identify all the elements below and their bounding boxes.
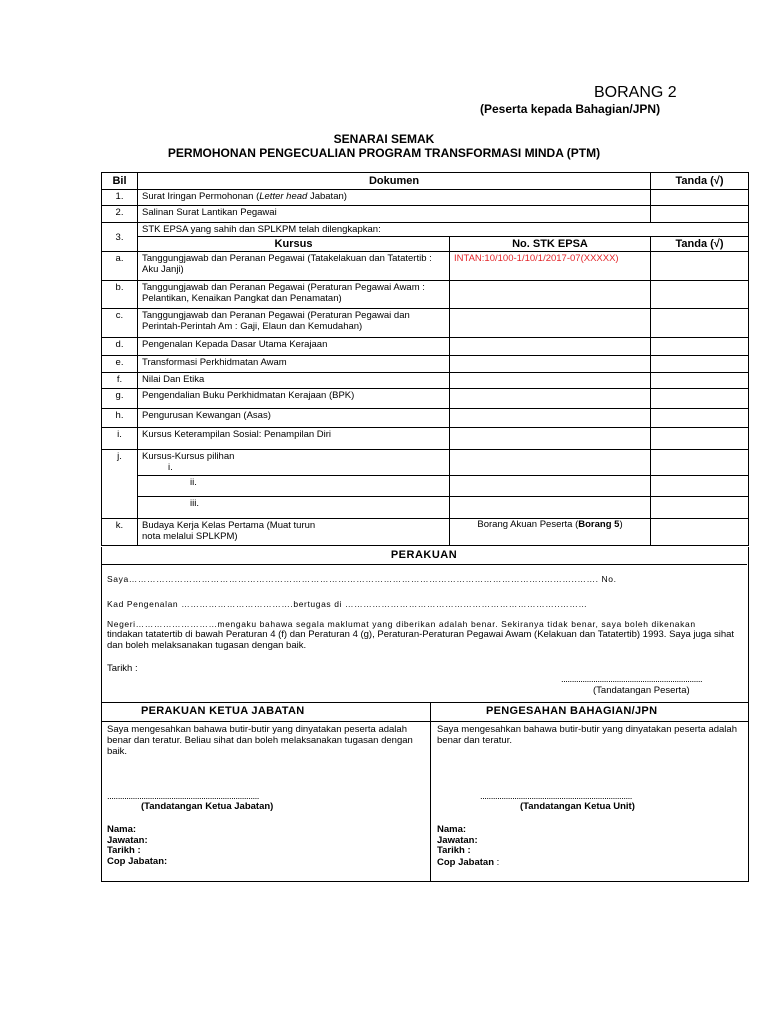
row-number [102,476,138,497]
row-text-italic: Letter head [259,191,308,202]
unit-jawatan-label[interactable]: Jawatan: [437,835,478,846]
table-row [102,409,749,428]
course-name [138,450,450,476]
stk-number[interactable] [450,309,651,338]
stk-text: ) [619,519,623,530]
signature-line[interactable]: .................................................................. [561,674,703,685]
tick-cell[interactable] [651,389,749,409]
col-tanda-header: Tanda (√) [651,173,749,190]
pengesahan-statement: Saya mengesahkan bahawa butir-butir yang dinyatakan peserta adalah benar dan teratur. [437,724,737,746]
tick-cell[interactable] [651,519,749,546]
tick-cell[interactable] [651,190,749,206]
course-name: Budaya Kerja Kelas Pertama (Muat turun nota melalui SPLKPM) [138,519,450,546]
tick-cell[interactable] [651,356,749,373]
table-row [102,338,749,356]
ketua-statement: Saya mengesahkan bahawa butir-butir yang dinyatakan peserta adalah benar dan teratur. Beliau sihat dan boleh melaksanakan tugasan dengan baik. [107,724,413,757]
stk-number[interactable] [450,476,651,497]
negeri-line[interactable]: Negeri………………………mengaku bahawa segala maklumat yang diberikan adalah benar. Sekiranya tidak benar, saya boleh dikenakan [107,619,696,629]
pilihan-item: iii. [138,497,450,519]
sub-header-kursus: Kursus [138,237,450,252]
course-name: Kursus Keterampilan Sosial: Penampilan Diri [138,428,450,450]
unit-signature-line[interactable]: ....................................................................... [480,791,632,802]
table-row [102,356,749,373]
table-row [102,497,749,519]
ketua-cop-label[interactable]: Cop Jabatan: [107,856,168,867]
row-number: 1. [102,190,138,206]
course-name: Tanggungjawab dan Peranan Pegawai (Peraturan Pegawai dan Perintah-Perintah Am : Gaji, Elaun dan Kemudahan) [138,309,450,338]
unit-signature-label: (Tandatangan Ketua Unit) [520,801,635,812]
row-number: j. [102,450,138,476]
stk-number[interactable] [450,389,651,409]
tick-cell[interactable] [651,476,749,497]
stk-number[interactable] [450,373,651,389]
page-subtitle: PERMOHONAN PENGECUALIAN PROGRAM TRANSFORMASI MINDA (PTM) [167,146,601,160]
row-number: f. [102,373,138,389]
row-number: d. [102,338,138,356]
stk-number[interactable] [450,409,651,428]
form-subtitle: (Peserta kepada Bahagian/JPN) [480,102,661,116]
signature-label: (Tandatangan Peserta) [593,685,690,696]
row-document: Salinan Surat Lantikan Pegawai [138,206,651,223]
header-divider [101,721,748,722]
stk-number[interactable] [450,356,651,373]
ketua-nama-label[interactable]: Nama: [107,824,137,835]
sub-header-tanda: Tanda (√) [651,237,749,252]
ketua-tarikh-label[interactable]: Tarikh : [107,845,141,856]
tick-cell[interactable] [651,497,749,519]
stk-number[interactable] [450,497,651,519]
ketua-signature-line[interactable]: ....................................................................... [107,791,259,802]
table-row [102,190,749,206]
row-number: e. [102,356,138,373]
row-number: b. [102,281,138,309]
table-row [102,223,749,237]
row-number: 3. [102,223,138,252]
tick-cell[interactable] [651,338,749,356]
perakuan-title: PERAKUAN [101,547,747,565]
row-document: STK EPSA yang sahih dan SPLKPM telah dilengkapkan: [138,223,749,237]
row-number: i. [102,428,138,450]
table-header-row [102,173,749,190]
form-number: BORANG 2 [594,84,677,101]
tick-cell[interactable] [651,373,749,389]
tick-cell[interactable] [651,252,749,281]
unit-tarikh-label[interactable]: Tarikh : [437,845,471,856]
course-name: Nilai Dan Etika [138,373,450,389]
pilihan-item: i. [168,462,173,473]
ketua-signature-label: (Tandatangan Ketua Jabatan) [141,801,274,812]
row-text: Jabatan) [307,191,347,202]
row-document [138,190,651,206]
cop-label-colon: : [494,857,500,868]
stk-number [450,519,651,546]
declaration-text: tindakan tatatertib di bawah Peraturan 4 (f) dan Peraturan 4 (g), Peraturan-Peraturan Pegawai Awam (Kelakuan dan Tatatertib) 1993. Saya juga sihat dan boleh melaksanakan tugasan dengan baik. [107,629,735,651]
table-row [102,309,749,338]
sub-header-stk: No. STK EPSA [450,237,651,252]
ketua-jabatan-title: PERAKUAN KETUA JABATAN [141,705,305,717]
row-number: g. [102,389,138,409]
page-title: SENARAI SEMAK [333,132,435,146]
stk-number[interactable] [450,338,651,356]
tick-cell[interactable] [651,309,749,338]
stk-number[interactable] [450,428,651,450]
table-row [102,450,749,476]
course-name: Pengendalian Buku Perkhidmatan Kerajaan (BPK) [138,389,450,409]
row-number: h. [102,409,138,428]
row-number [102,497,138,519]
pilihan-item: ii. [138,476,450,497]
pilihan-label: Kursus-Kursus pilihan [142,451,235,462]
course-name: Transformasi Perkhidmatan Awam [138,356,450,373]
kad-pengenalan-line[interactable]: Kad Pengenalan ……………………………….bertugas di ……………………………………………………………..……… [107,599,588,609]
saya-line[interactable]: Saya………………………………………………………………………………………………………………………..………..……. No. [107,574,617,584]
table-row [102,476,749,497]
cop-label-text: Cop Jabatan [437,857,495,868]
tick-cell[interactable] [651,450,749,476]
course-name: Tanggungjawab dan Peranan Pegawai (Peraturan Pegawai Awam : Pelantikan, Kenaikan Pangkat dan Penamatan) [138,281,450,309]
table-row [102,389,749,409]
course-name: Pengurusan Kewangan (Asas) [138,409,450,428]
ketua-jawatan-label[interactable]: Jawatan: [107,835,148,846]
sub-header-row [102,237,749,252]
table-row [102,373,749,389]
pengesahan-title: PENGESAHAN BAHAGIAN/JPN [486,705,658,717]
row-number: k. [102,519,138,546]
stk-number[interactable] [450,450,651,476]
course-name: Pengenalan Kepada Dasar Utama Kerajaan [138,338,450,356]
course-name: Tanggungjawab dan Peranan Pegawai (Tatakelakuan dan Tatatertib : Aku Janji) [138,252,450,281]
table-row [102,281,749,309]
col-bil-header: Bil [102,173,138,190]
stk-number[interactable]: INTAN:10/100-1/10/1/2017-07(XXXXX) [450,252,651,281]
tick-cell[interactable] [651,281,749,309]
table-row [102,206,749,223]
stk-text-bold: Borang 5 [578,519,620,530]
row-number: c. [102,309,138,338]
stk-text: Borang Akuan Peserta ( [477,519,579,530]
row-text: Surat Iringan Permohonan ( [142,191,260,202]
column-divider [430,702,431,882]
table-row [102,252,749,281]
table-row [102,428,749,450]
unit-cop-label[interactable] [437,857,499,868]
tarikh-label[interactable]: Tarikh : [107,663,138,674]
row-number: 2. [102,206,138,223]
table-row [102,519,749,546]
unit-nama-label[interactable]: Nama: [437,824,467,835]
tick-cell[interactable] [651,428,749,450]
tick-cell[interactable] [651,206,749,223]
row-number: a. [102,252,138,281]
tick-cell[interactable] [651,409,749,428]
col-dokumen-header: Dokumen [138,173,651,190]
checklist-table [101,172,749,546]
stk-number[interactable] [450,281,651,309]
